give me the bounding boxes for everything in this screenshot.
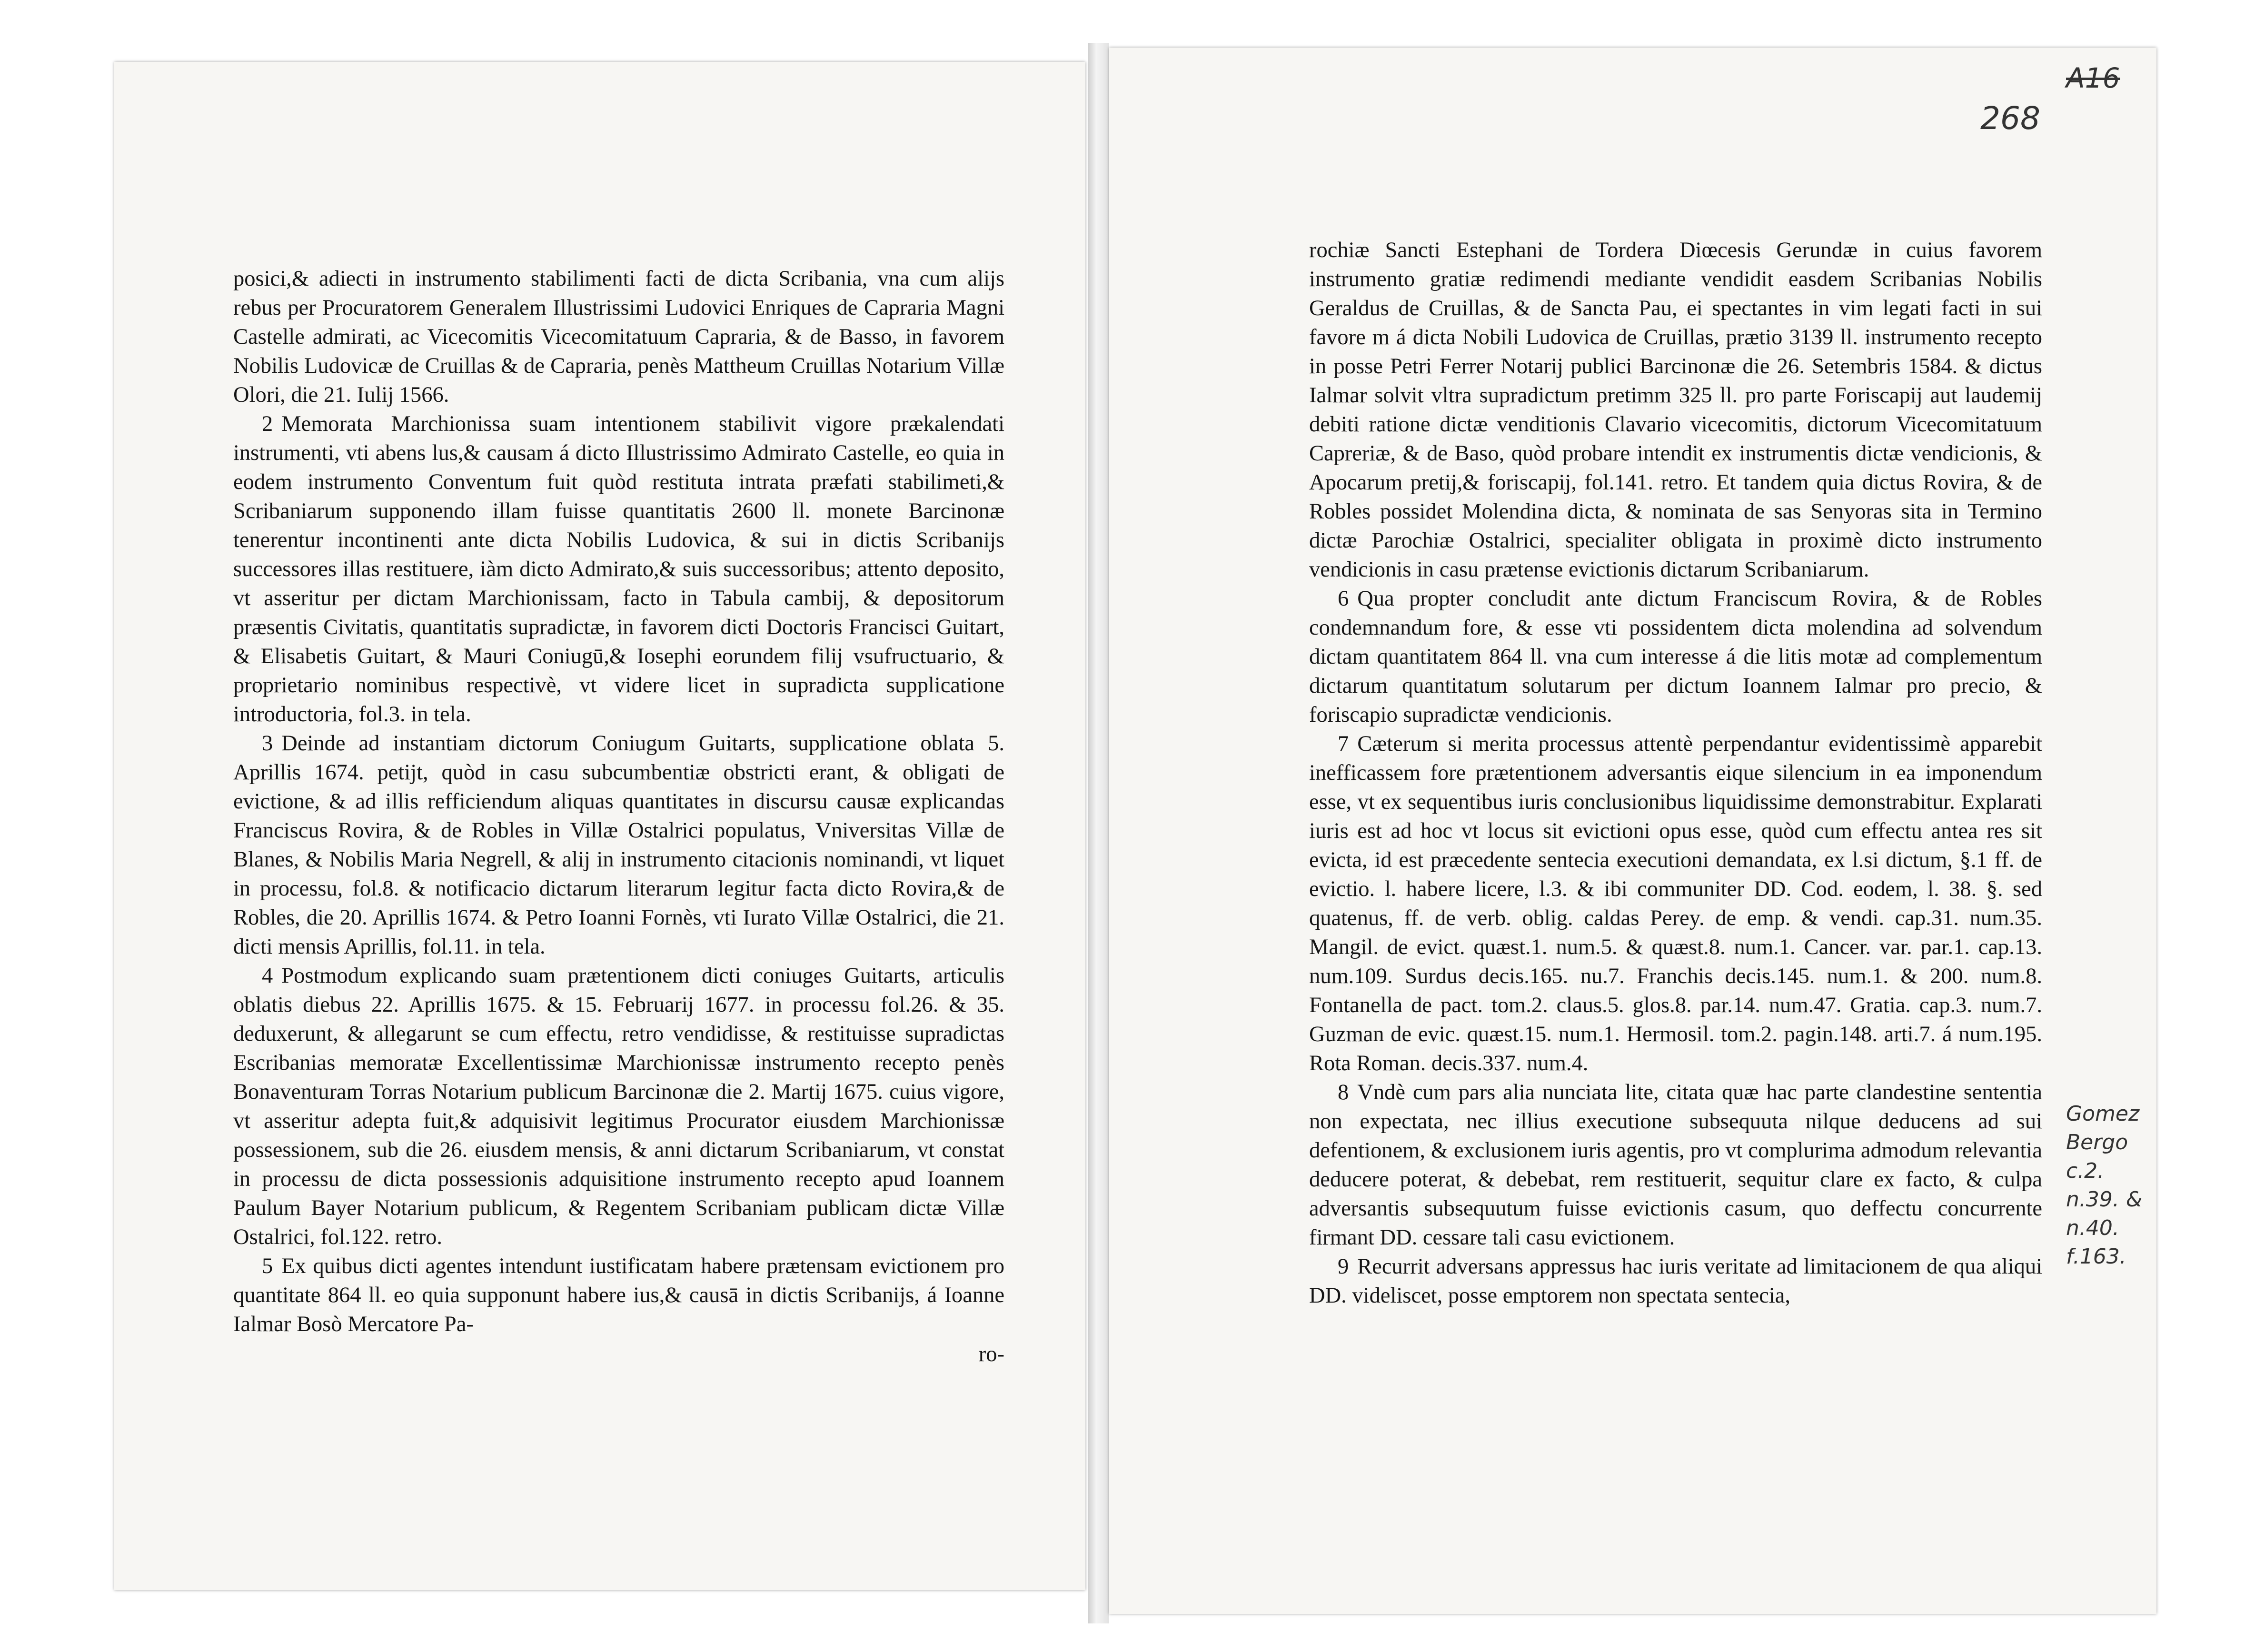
right-page bbox=[1109, 48, 2156, 1614]
left-paragraph-2: 2 Memorata Marchionissa suam intentionem stabilivit vigore prækalendati instrumenti, vti abens lus,& causam á dicto Illustrissimo Admirato Castelle, eo quia in eodem instrumento Conventum fuit quòd restituta intrata præfati stabilimeti,& Scribaniarum supponendo illam fuisse quantitatis 2600 ll. monete Barcinonæ tenerentur incontinenti ante dicta Nobilis Ludovica, & sui in dictis Scribanijs successores illas restituere, iàm dicto Admirato,& suis successoribus; attento deposito, vt asseritur per dictam Marchionissam, facto in Tabula cambij, & depositorum præsentis Civitatis, quantitatis supradictæ, in favorem dicti Doctoris Francisci Guitart, & Elisabetis Guitart, & Mauri Coniugū,& Iosephi eorundem filij vsufructuario, & proprietario nominibus respectivè, vt videre licet in supradicta supplicatione introductoria, fol.3. in tela. bbox=[233, 412, 1004, 726]
paragraph-number: 6 bbox=[1338, 587, 1349, 611]
left-paragraph-1: posici,& adiecti in instrumento stabilimenti facti de dicta Scribania, vna cum alijs rebus per Procuratorem Generalem Illustrissimi Ludovici Enriques de Capraria Magni Castelle admirati, ac Vicecomitis Vicecomitatuum Capraria, & de Basso, in favorem Nobilis Ludovicæ de Cruillas & de Capraria, penès Mattheum Cruillas Notarium Villæ Olori, die 21. Iulij 1566. bbox=[233, 267, 1004, 407]
paragraph-number: 2 bbox=[262, 412, 273, 436]
catchword: ro- bbox=[978, 1342, 1004, 1366]
right-paragraph-1: rochiæ Sancti Estephani de Tordera Diœcesis Gerundæ in cuius favorem instrumento gratiæ redimendi mediante vendidit easdem Scribanias Nobilis Geraldus de Cruillas, & de Sancta Pau, ei spectantes in vim legati facti in sui favore m á dicta Nobili Ludovica de Cruillas, prætio 3139 ll. instrumento recepto in posse Petri Ferrer Notarij publici Barcinonæ die 26. Setembris 1584. & dictus Ialmar solvit vltra supradictum pretimm 325 ll. pro parte Foriscapij aut laudemij debiti ratione dictæ venditionis Clavario vicecomitis, dictorum Vicecomitatuum Capreriæ, & de Baso, quòd probare intendit ex instrumentis dictæ vendicionis, & Apocarum pretij,& foriscapij, fol.141. retro. Et tandem quia dictus Rovira, & de Robles possidet Molendina dicta, & nominata de sas Senyoras sita in Termino dictæ Parochiæ Ostalrici, specialiter obligata in proximè dicto instrumento vendicionis in casu prætense evictionis dictarum Scribaniarum. bbox=[1309, 238, 2042, 582]
paragraph-number: 3 bbox=[262, 731, 273, 756]
book-gutter bbox=[1088, 43, 1109, 1623]
paragraph-number: 7 bbox=[1338, 732, 1349, 756]
right-paragraph-6: 6 Qua propter concludit ante dictum Franciscum Rovira, & de Robles condemnandum fore, & esse vti possidentem dicta molendina ad solvendum dictam quantitatem 864 ll. vna cum interesse á die litis motæ ad complementum dictarum quantitatum solutarum per dictum Ioannem Ialmar pro precio, & foriscapio supradictæ vendicionis. bbox=[1309, 587, 2042, 727]
corner-number: A16 bbox=[2066, 62, 2120, 94]
paragraph-number: 5 bbox=[262, 1254, 273, 1278]
right-page-text bbox=[1309, 236, 2042, 1310]
left-paragraph-5: 5 Ex quibus dicti agentes intendunt iustificatam habere prætensam evictionem pro quantitate 864 ll. eo quia supponunt habere ius,& causā in dictis Scribanijs, á Ioanne Ialmar Bosò Mercatore Pa- bbox=[233, 1254, 1004, 1336]
folio-number: 268 bbox=[1980, 100, 2040, 137]
left-page-text bbox=[233, 264, 1004, 1369]
paragraph-number: 4 bbox=[262, 964, 273, 988]
right-paragraph-9: 9 Recurrit adversans appressus hac iuris veritate ad limitacionem de qua aliqui DD. videliscet, posse emptorem non spectata sentecia, bbox=[1309, 1254, 2042, 1308]
left-paragraph-3: 3 Deinde ad instantiam dictorum Coniugum Guitarts, supplicatione oblata 5. Aprillis 1674. petijt, quòd in casu subcumbentiæ obstricti erant, & obligati de evictione, & ad illis refficiendum aliquas quantitates in discursu causæ explicandas Franciscus Rovira, & de Robles in Villæ Ostalrici populatus, Vniversitas Villæ de Blanes, & Nobilis Maria Negrell, & alij in instrumento citacionis nominandi, vt liquet in processu, fol.8. & notificacio dictarum literarum legitur facta dicto Rovira,& de Robles, die 20. Aprillis 1674. & Petro Ioanni Fornès, vti Iurato Villæ Ostalrici, die 21. dicti mensis Aprillis, fol.11. in tela. bbox=[233, 731, 1004, 959]
paragraph-number: 9 bbox=[1338, 1254, 1349, 1279]
right-paragraph-7: 7 Cæterum si merita processus attentè perpendantur evidentissimè apparebit inefficassem fore prætentionem adversantis eique silencium in ea imponendum esse, vt ex sequentibus iuris conclusionibus liquidissime demonstrabitur. Explarati iuris est ad hoc vt locus sit evictioni opus esse, quòd cum effectu antea res sit evicta, id est præcedente sentecia executioni demandata, ex l.si dictum, §.1 ff. de evictio. l. habere licere, l.3. & ibi communiter DD. Cod. eodem, l. 38. §. sed quatenus, ff. de verb. oblig. caldas Perey. de emp. & vendi. cap.31. num.35. Mangil. de evict. quæst.1. num.5. & quæst.8. num.1. Cancer. var. par.1. cap.13. num.109. Surdus decis.165. nu.7. Franchis decis.145. num.1. & 200. num.8. Fontanella de pact. tom.2. claus.5. glos.8. par.14. num.47. Gratia. cap.3. num.7. Guzman de evic. quæst.15. num.1. Hermosil. tom.2. pagin.148. arti.7. á num.195. Rota Roman. decis.337. num.4. bbox=[1309, 732, 2042, 1075]
paragraph-number: 8 bbox=[1338, 1080, 1349, 1105]
right-paragraph-8: 8 Vndè cum pars alia nunciata lite, citata quæ hac parte clandestine sententia non expectata, nec illius executione subsequuta nilque deducens ad sui defentionem, & exclusionem iuris agentis, pro vt complurima admodum relevantia deducere poterat, & debebat, rem restituerit, sequitur clare ex facto, & culpa adversantis subsequutum fuisse evictionis casum, quo deffectu concurrente firmant DD. cessare tali casu evictionem. bbox=[1309, 1080, 2042, 1250]
left-page bbox=[114, 62, 1085, 1590]
handwritten-margin-note: Gomez Bergo c.2. n.39. & n.40. f.163. bbox=[2066, 1102, 2143, 1269]
left-paragraph-4: 4 Postmodum explicando suam prætentionem dicti coniuges Guitarts, articulis oblatis diebus 22. Aprillis 1675. & 15. Februarij 1677. in processu fol.26. & 35. deduxerunt, & allegarunt se cum effectu, retro vendidisse, & restituisse supradictas Escribanias memoratæ Excellentissimæ Marchionissæ instrumento recepto penès Bonaventuram Torras Notarium publicum Barcinonæ die 2. Martij 1675. cuius vigore, vt asseritur adepta fuit,& adquisivit legitimus Procurator eiusdem Marchionissæ possessionem, sub die 26. eiusdem mensis, & anni dictarum Scribaniarum, vt constat in processu de dicta possessionis adquisitione instrumento recepto apud Ioannem Paulum Bayer Notarium publicum, & Regentem Scribaniam publicam dictæ Villæ Ostalrici, fol.122. retro. bbox=[233, 964, 1004, 1249]
